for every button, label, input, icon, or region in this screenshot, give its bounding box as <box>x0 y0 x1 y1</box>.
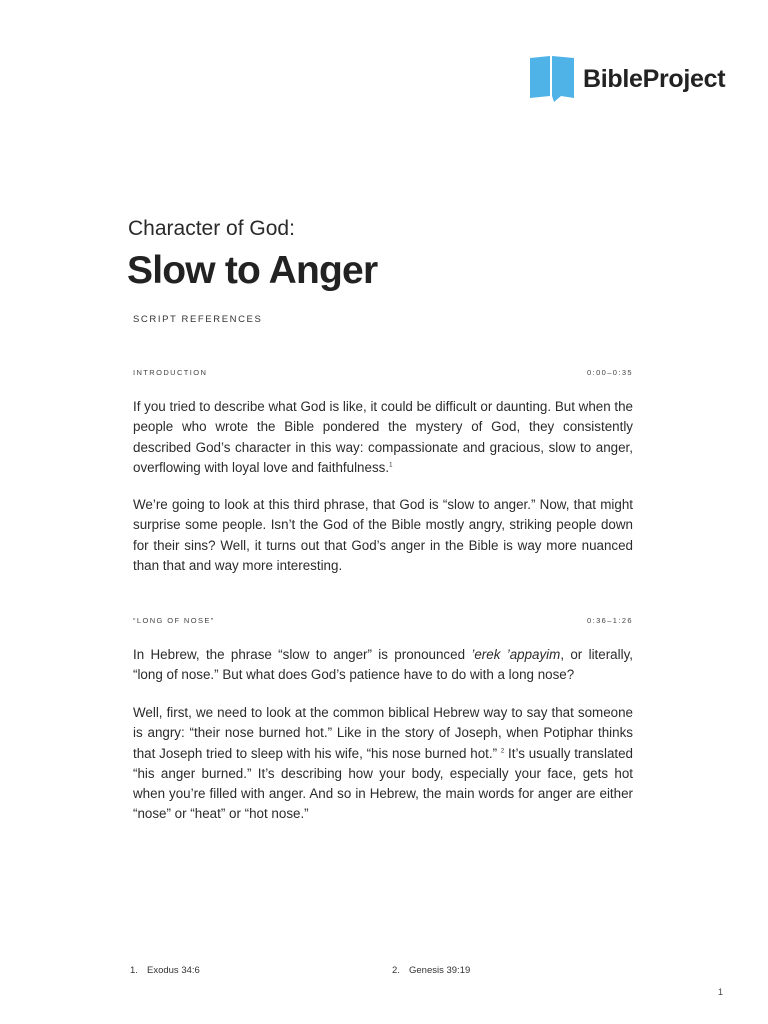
footnote-ref-1: 1 <box>389 462 393 469</box>
nose-paragraph-1: In Hebrew, the phrase “slow to anger” is pronounced ’erek ’appayim, or literally, “long of nose.” But what does God’s patience have to do with a long nose? <box>133 647 633 683</box>
intro-paragraph-2: We’re going to look at this third phrase, that God is “slow to anger.” Now, that might surprise some people. Isn’t the God of the Bible mostly angry, striking people down for their sins? Well, it turns out that God’s anger in the Bible is way more nuanced than that and way more interesting. <box>133 497 633 573</box>
document-title: Slow to Anger <box>127 249 378 292</box>
page-number: 1 <box>718 987 724 997</box>
brand-logo <box>530 56 725 102</box>
section-kicker: SCRIPT REFERENCES <box>133 314 263 325</box>
nose-paragraph-2: Well, first, we need to look at the common biblical Hebrew way to say that someone is angry: “their nose burned hot.” Like in the story of Joseph, when Potiphar thinks that Joseph tried to sleep with his wife, “his nose burned hot.” $^2$ It’s usually translated “his anger burned.” It’s describing how your body, especially your face, gets hot when you’re filled with anger. And so in Hebrew, the main words for anger are either “nose” or “heat” or “hot nose.” <box>133 705 633 822</box>
document-subtitle: Character of God: <box>128 217 295 240</box>
bibleproject-logo-icon <box>530 56 574 102</box>
footnote-ref-2: 2 <box>500 748 505 755</box>
section-timestamp: 0:00–0:35 <box>587 368 633 377</box>
section-heading: INTRODUCTION <box>133 368 208 377</box>
hebrew-phrase: ’erek ’appayim <box>471 647 561 662</box>
footnote-1: 1. Exodus 34:6 <box>130 965 200 976</box>
intro-paragraph-1: If you tried to describe what God is like, it could be difficult or daunting. But when the people who wrote the Bible pondered the mystery of God, they consistently described God’s character in this way: compassionate and gracious, slow to anger, overflowing with loyal love and faithfulness.$^1$ <box>133 399 633 475</box>
section-timestamp: 0:36–1:26 <box>587 616 633 625</box>
section-heading: “LONG OF NOSE” <box>133 616 215 625</box>
footnote-2: 2. Genesis 39:19 <box>392 965 471 976</box>
section-header-introduction <box>133 368 633 377</box>
section-header-long-of-nose <box>133 616 633 625</box>
brand-name: BibleProject <box>583 64 726 93</box>
